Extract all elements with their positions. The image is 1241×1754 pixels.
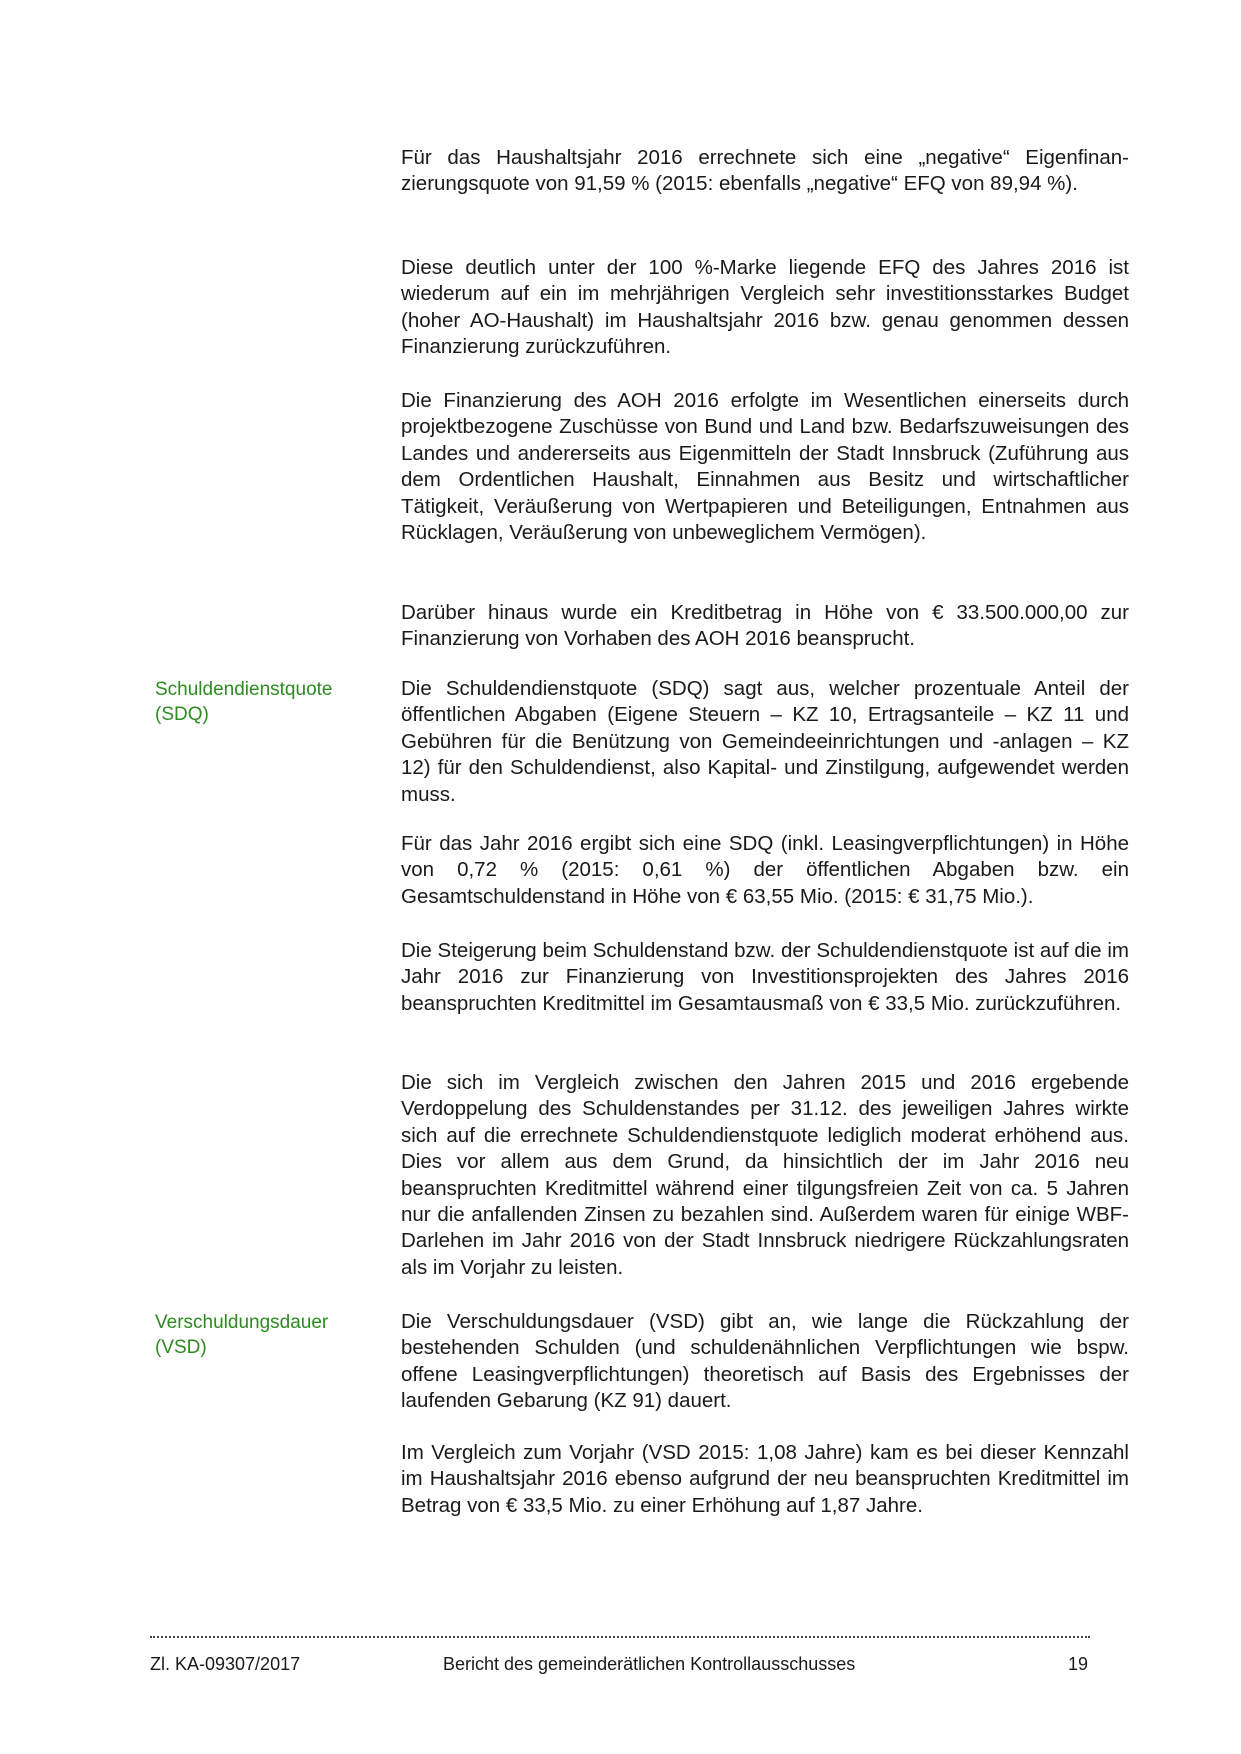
- paragraph-vsd-definition: Die Verschuldungsdauer (VSD) gibt an, wie lange die Rückzahlung der bestehenden Schulden (und schuldenähnlichen Verpflichtungen wie bspw. offene Leasingverpflichtungen) theoretisch auf Basis des Ergebnisses der laufenden Gebarung (KZ 91) dauert.: [401, 1310, 1129, 1413]
- paragraph-sdq-2016: Für das Jahr 2016 ergibt sich eine SDQ (inkl. Leasingverpflichtungen) in Höhe von 0,72 % (2015: 0,61 %) der öffentlichen Abgaben bzw. ein Gesamtschuldenstand in Höhe von € 63,55 Mio. (2015: € 31,75 Mio.).: [401, 832, 1129, 908]
- side-label-sdq: Schuldendienstquote (SDQ): [155, 679, 333, 725]
- paragraph-vsd-comparison: Im Vergleich zum Vorjahr (VSD 2015: 1,08 Jahre) kam es bei dieser Kennzahl im Haushaltsjahr 2016 ebenso aufgrund der neu beanspruchten Kreditmittel im Betrag von € 33,5 Mio. zu einer Erhöhung auf 1,87 Jahre.: [401, 1441, 1129, 1517]
- paragraph-efq-2016: Für das Haushaltsjahr 2016 errechnete sich eine „negative“ Eigenfinanzierungsquote von 91,59 % (2015: ebenfalls „negative“ EFQ von 89,94 %).: [401, 146, 1129, 196]
- side-label-vsd: Verschuldungsdauer (VSD): [155, 1312, 329, 1358]
- paragraph-aoh-financing: Die Finanzierung des AOH 2016 erfolgte im Wesentlichen einerseits durch projektbezogene Zuschüsse von Bund und Land bzw. Bedarfszuweisungen des Landes und andererseits aus Eigenmitteln der Stadt Innsbruck (Zuführung aus dem Ordentlichen Haushalt, Einnahmen aus Besitz und wirtschaftlicher Tätigkeit, Veräußerung von Wertpapieren und Beteiligungen, Entnahmen aus Rücklagen, Veräußerung von unbeweglichem Vermögen).: [401, 389, 1129, 545]
- footer-page-number: 19: [1068, 1654, 1089, 1674]
- paragraph-efq-explanation: Diese deutlich unter der 100 %-Marke liegende EFQ des Jahres 2016 ist wiederum auf ein im mehrjährigen Vergleich sehr investitionsstarkes Budget (hoher AO-Haushalt) im Haushaltsjahr 2016 bzw. genau genommen dessen Finanzierung zurückzuführen.: [401, 256, 1129, 359]
- paragraph-credit-amount: Darüber hinaus wurde ein Kreditbetrag in Höhe von € 33.500.000,00 zur Finanzierung von Vorhaben des AOH 2016 beansprucht.: [401, 601, 1129, 651]
- footer-divider: [150, 1636, 1090, 1638]
- footer-title: Bericht des gemeinderätlichen Kontrollausschusses: [443, 1654, 856, 1674]
- paragraph-sdq-definition: Die Schuldendienstquote (SDQ) sagt aus, welcher prozentuale Anteil der öffentlichen Abgaben (Eigene Steuern – KZ 10, Ertragsanteile – KZ 11 und Gebühren für die Benützung von Gemeindeeinrichtungen und -anlagen – KZ 12) für den Schuldendienst, also Kapital- und Zinstilgung, aufgewendet werden muss.: [401, 677, 1129, 806]
- paragraph-debt-increase: Die Steigerung beim Schuldenstand bzw. der Schuldendienstquote ist auf die im Jahr 2016 zur Finanzierung von Investitionsprojekten des Jahres 2016 beanspruchten Kreditmittel im Gesamtausmaß von € 33,5 Mio. zurückzuführen.: [401, 939, 1129, 1015]
- footer-reference: Zl. KA-09307/2017: [150, 1654, 301, 1674]
- paragraph-debt-doubling: Die sich im Vergleich zwischen den Jahren 2015 und 2016 ergebende Verdoppelung des Schuldenstandes per 31.12. des jeweiligen Jahres wirkte sich auf die errechnete Schuldendienstquote lediglich moderat erhöhend aus. Dies vor allem aus dem Grund, da hinsichtlich der im Jahr 2016 neu beanspruchten Kreditmittel während einer tilgungsfreien Zeit von ca. 5 Jahren nur die anfallenden Zinsen zu bezahlen sind. Außerdem waren für einige WBF-Darlehen im Jahr 2016 von der Stadt Innsbruck niedrigere Rückzahlungsraten als im Vorjahr zu leisten.: [401, 1071, 1129, 1279]
